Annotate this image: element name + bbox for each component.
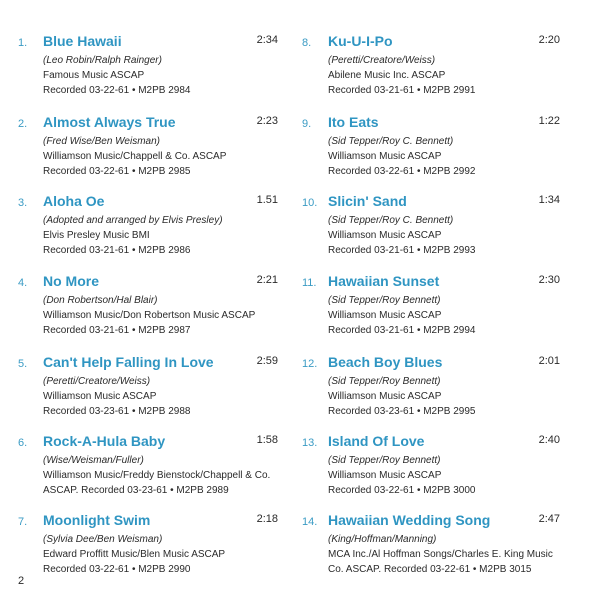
track-publisher: Williamson Music ASCAP [328, 470, 442, 481]
track-title: Moonlight Swim [43, 512, 151, 528]
track-writers: (Sid Tepper/Roy Bennett) [328, 295, 441, 306]
track-duration: 1:22 [538, 115, 560, 127]
track-duration: 2:59 [256, 355, 278, 367]
track-number: 9. [302, 118, 312, 130]
track-title: No More [43, 273, 99, 289]
track-number: 7. [18, 516, 28, 528]
track-publisher: Williamson Music ASCAP [328, 391, 442, 402]
track-title: Hawaiian Wedding Song [328, 512, 491, 528]
track-number: 10. [302, 197, 318, 209]
track-title: Island Of Love [328, 433, 425, 449]
track-duration: 1:58 [256, 434, 278, 446]
track-duration: 2:40 [538, 434, 560, 446]
track-title: Slicin' Sand [328, 193, 407, 209]
track-title: Almost Always True [43, 114, 176, 130]
track-writers: (Sid Tepper/Roy Bennett) [328, 455, 441, 466]
track-publisher: Edward Proffitt Music/Blen Music ASCAP [43, 549, 226, 560]
track-publisher: Williamson Music ASCAP [328, 310, 442, 321]
track-recorded: Recorded 03-22-61 • M2PB 2992 [328, 166, 476, 177]
track-recorded: Recorded 03-23-61 • M2PB 2988 [43, 406, 191, 417]
track-duration: 2:30 [538, 274, 560, 286]
track-writers: (Peretti/Creatore/Weiss) [328, 55, 436, 66]
track-title: Can't Help Falling In Love [43, 354, 214, 370]
track-recorded: Recorded 03-22-61 • M2PB 2990 [43, 564, 191, 575]
track-duration: 2:18 [256, 513, 278, 525]
track-writers: (Fred Wise/Ben Weisman) [43, 136, 160, 147]
track-publisher: Williamson Music ASCAP [328, 151, 442, 162]
track-number: 1. [18, 37, 28, 49]
track-publisher: Williamson Music ASCAP [43, 391, 157, 402]
track-recorded: Recorded 03-22-61 • M2PB 2985 [43, 166, 191, 177]
track-recorded: Recorded 03-21-61 • M2PB 2987 [43, 325, 191, 336]
track-publisher: Williamson Music/Don Robertson Music ASCAP [43, 310, 256, 321]
track-writers: (Leo Robin/Ralph Rainger) [43, 55, 162, 66]
track-writers: (Don Robertson/Hal Blair) [43, 295, 158, 306]
track-number: 14. [302, 516, 318, 528]
track-duration: 2:47 [538, 513, 560, 525]
track-publisher: Williamson Music/Chappell & Co. ASCAP [43, 151, 227, 162]
track-number: 3. [18, 197, 28, 209]
track-number: 5. [18, 358, 28, 370]
track-number: 13. [302, 437, 318, 449]
track-publisher: MCA Inc./Al Hoffman Songs/Charles E. King Music [328, 549, 553, 560]
track-recorded: Co. ASCAP. Recorded 03-22-61 • M2PB 3015 [328, 564, 532, 575]
track-number: 12. [302, 358, 318, 370]
track-recorded: Recorded 03-21-61 • M2PB 2993 [328, 245, 476, 256]
track-writers: (Sid Tepper/Roy C. Bennett) [328, 136, 454, 147]
track-number: 6. [18, 437, 28, 449]
track-title: Beach Boy Blues [328, 354, 443, 370]
track-writers: (Adopted and arranged by Elvis Presley) [43, 215, 223, 226]
track-recorded: ASCAP. Recorded 03-23-61 • M2PB 2989 [43, 485, 229, 496]
track-title: Blue Hawaii [43, 33, 122, 49]
track-duration: 2:34 [256, 34, 278, 46]
track-title: Aloha Oe [43, 193, 105, 209]
track-duration: 2:23 [256, 115, 278, 127]
track-recorded: Recorded 03-21-61 • M2PB 2991 [328, 85, 476, 96]
track-recorded: Recorded 03-22-61 • M2PB 2984 [43, 85, 191, 96]
track-publisher: Williamson Music/Freddy Bienstock/Chappell & Co. [43, 470, 271, 481]
track-writers: (King/Hoffman/Manning) [328, 534, 437, 545]
track-number: 4. [18, 277, 28, 289]
track-number: 8. [302, 37, 312, 49]
track-duration: 2:20 [538, 34, 560, 46]
track-number: 2. [18, 118, 28, 130]
track-duration: 1.51 [256, 194, 278, 206]
track-title: Ku-U-I-Po [328, 33, 393, 49]
track-title: Hawaiian Sunset [328, 273, 440, 289]
track-title: Rock-A-Hula Baby [43, 433, 166, 449]
track-duration: 2:01 [538, 355, 560, 367]
track-duration: 1:34 [538, 194, 560, 206]
track-publisher: Famous Music ASCAP [43, 70, 145, 81]
track-writers: (Sid Tepper/Roy C. Bennett) [328, 215, 454, 226]
track-number: 11. [302, 277, 317, 289]
track-writers: (Sylvia Dee/Ben Weisman) [43, 534, 163, 545]
track-publisher: Abilene Music Inc. ASCAP [328, 70, 446, 81]
track-writers: (Peretti/Creatore/Weiss) [43, 376, 151, 387]
track-title: Ito Eats [328, 114, 379, 130]
track-recorded: Recorded 03-21-61 • M2PB 2986 [43, 245, 191, 256]
track-writers: (Sid Tepper/Roy Bennett) [328, 376, 441, 387]
track-recorded: Recorded 03-23-61 • M2PB 2995 [328, 406, 476, 417]
track-recorded: Recorded 03-21-61 • M2PB 2994 [328, 325, 476, 336]
track-duration: 2:21 [256, 274, 278, 286]
track-recorded: Recorded 03-22-61 • M2PB 3000 [328, 485, 476, 496]
track-publisher: Elvis Presley Music BMI [43, 230, 150, 241]
track-publisher: Williamson Music ASCAP [328, 230, 442, 241]
page-number: 2 [18, 575, 25, 587]
track-writers: (Wise/Weisman/Fuller) [43, 455, 144, 466]
